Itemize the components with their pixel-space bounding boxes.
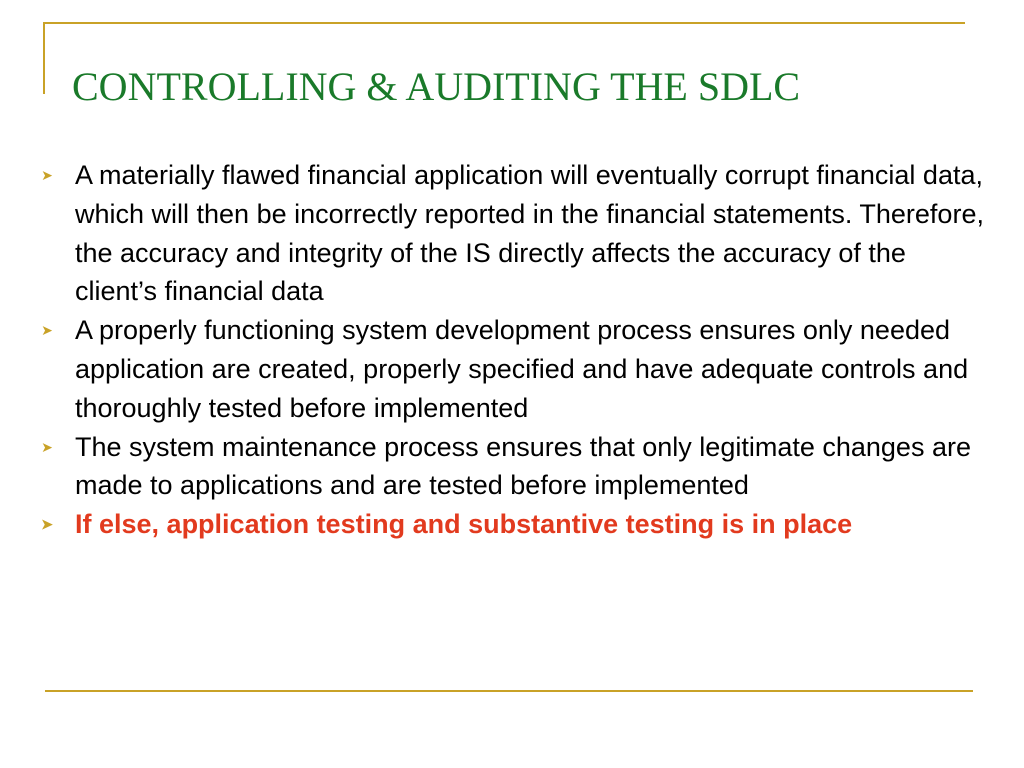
frame-bottom-line bbox=[45, 690, 973, 692]
frame-top-line bbox=[43, 22, 965, 24]
frame-left-line bbox=[43, 22, 45, 94]
bullet-list bbox=[36, 156, 986, 544]
arrowhead-bullet-icon: ➤ bbox=[41, 167, 53, 183]
bullet-item-2 bbox=[36, 311, 986, 427]
bullet-item-1 bbox=[36, 156, 986, 311]
arrowhead-bullet-icon: ➤ bbox=[41, 516, 53, 533]
arrowhead-bullet-icon: ➤ bbox=[41, 322, 53, 339]
bullet-text: A properly functioning system development process ensures only needed application are created, properly specified and have adequate controls and thoroughly tested before implemented bbox=[75, 315, 969, 423]
slide-title: CONTROLLING & AUDITING THE SDLC bbox=[72, 64, 801, 109]
arrowhead-bullet-icon: ➤ bbox=[41, 438, 53, 455]
bullet-item-4-emphasis bbox=[36, 505, 986, 544]
bullet-text: The system maintenance process ensures that only legitimate changes are made to applications and are tested before implemented bbox=[75, 431, 971, 501]
bullet-item-3 bbox=[36, 428, 986, 506]
bullet-text: If else, application testing and substantive testing is in place bbox=[75, 509, 853, 540]
bullet-text: A materially flawed financial application will eventually corrupt financial data, which will then be incorrectly reported in the financial statements. Therefore, the accuracy and integrity of the IS directly affects the accuracy of the client’s financial data bbox=[75, 160, 984, 307]
